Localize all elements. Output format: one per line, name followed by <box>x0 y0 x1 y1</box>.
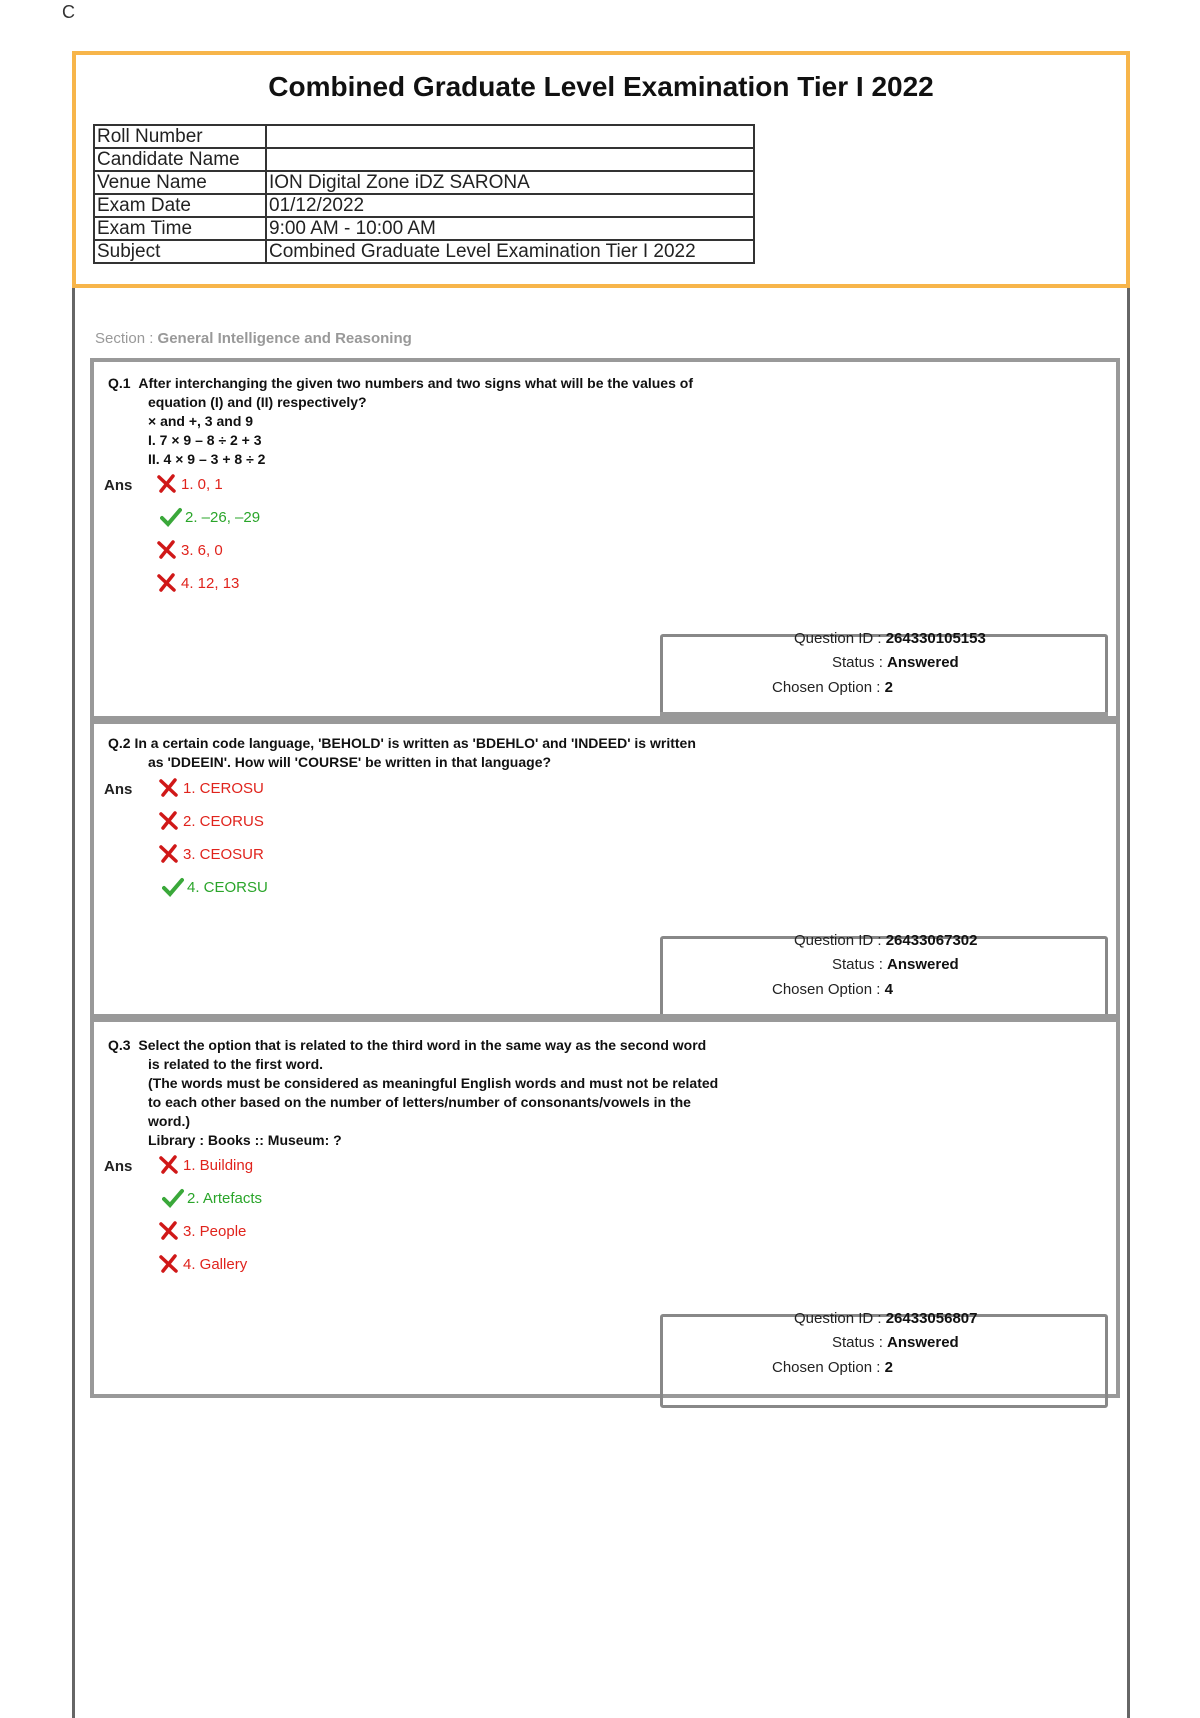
question-id-value: 26433067302 <box>885 932 978 949</box>
chosen-option-value: 2 <box>884 679 893 696</box>
status-value: Answered <box>887 1334 959 1351</box>
ans-label: Ans <box>104 477 133 494</box>
meta-divider <box>660 712 1108 720</box>
question-id-value: 26433056807 <box>885 1310 978 1327</box>
info-label: Roll Number <box>94 125 266 148</box>
option-4 <box>158 1254 247 1274</box>
question-line: word.) <box>148 1113 190 1129</box>
info-value <box>266 125 754 148</box>
meta-label: Chosen Option : <box>772 679 881 696</box>
info-label: Venue Name <box>94 171 266 194</box>
option-3 <box>158 844 264 864</box>
question-id <box>794 1310 977 1327</box>
meta-label: Status : <box>832 956 883 973</box>
question-line: Library : Books :: Museum: ? <box>148 1132 342 1148</box>
question-line: I. 7 × 9 – 8 ÷ 2 + 3 <box>148 432 262 448</box>
cross-icon <box>158 1221 180 1241</box>
ans-label: Ans <box>104 1158 133 1175</box>
option-label: 1. Building <box>183 1156 254 1174</box>
cross-icon <box>158 1155 180 1175</box>
info-row-exam-date <box>94 194 754 217</box>
cross-icon <box>158 1254 180 1274</box>
question-id-value: 264330105153 <box>885 630 986 647</box>
question-status <box>832 654 959 671</box>
option-label: 3. CEOSUR <box>183 845 264 863</box>
meta-label: Question ID : <box>794 1310 882 1327</box>
option-label: 1. 0, 1 <box>181 475 223 493</box>
info-value: 9:00 AM - 10:00 AM <box>266 217 754 240</box>
question-line: equation (I) and (II) respectively? <box>148 394 367 410</box>
question-text <box>108 374 693 469</box>
option-2 <box>158 811 264 831</box>
meta-label: Question ID : <box>794 932 882 949</box>
meta-label: Chosen Option : <box>772 981 881 998</box>
question-line: After interchanging the given two numbers and two signs what will be the values of <box>138 375 693 391</box>
info-value: 01/12/2022 <box>266 194 754 217</box>
chosen-option <box>772 679 893 696</box>
question-number: Q.1 <box>108 375 131 391</box>
question-line: In a certain code language, 'BEHOLD' is written as 'BDEHLO' and 'INDEED' is written <box>134 735 696 751</box>
chosen-option-value: 2 <box>884 1359 893 1376</box>
info-row-exam-time <box>94 217 754 240</box>
question-line: (The words must be considered as meaningful English words and must not be related <box>148 1075 719 1091</box>
info-row-venue-name <box>94 171 754 194</box>
meta-label: Status : <box>832 654 883 671</box>
option-label: 4. 12, 13 <box>181 574 240 592</box>
option-label: 3. People <box>183 1222 247 1240</box>
status-value: Answered <box>887 654 959 671</box>
section-label <box>95 330 412 347</box>
option-1 <box>158 1155 253 1175</box>
option-label: 4. Gallery <box>183 1255 248 1273</box>
check-icon <box>160 507 182 527</box>
exam-header <box>72 51 1130 288</box>
question-card-3 <box>90 1018 1120 1398</box>
status-value: Answered <box>887 956 959 973</box>
cross-icon <box>156 573 178 593</box>
candidate-info-table <box>93 124 755 264</box>
info-value: ION Digital Zone iDZ SARONA <box>266 171 754 194</box>
info-label: Candidate Name <box>94 148 266 171</box>
info-label: Exam Date <box>94 194 266 217</box>
cross-icon <box>156 474 178 494</box>
option-3 <box>158 1221 246 1241</box>
question-line: to each other based on the number of letters/number of consonants/vowels in the <box>148 1094 691 1110</box>
question-status <box>832 956 959 973</box>
option-3 <box>156 540 223 560</box>
meta-label: Question ID : <box>794 630 882 647</box>
option-4 <box>156 573 239 593</box>
question-text <box>108 1036 718 1150</box>
option-1 <box>158 778 264 798</box>
section-name: General Intelligence and Reasoning <box>157 330 412 347</box>
option-2 <box>160 507 260 527</box>
info-label: Exam Time <box>94 217 266 240</box>
chosen-option <box>772 981 893 998</box>
info-row-candidate-name <box>94 148 754 171</box>
cross-icon <box>158 811 180 831</box>
question-number: Q.2 <box>108 735 131 751</box>
chosen-option-value: 4 <box>884 981 893 998</box>
question-id <box>794 630 986 647</box>
question-card-2 <box>90 720 1120 1018</box>
question-id <box>794 932 977 949</box>
question-status <box>832 1334 959 1351</box>
question-line: × and +, 3 and 9 <box>148 413 254 429</box>
check-icon <box>162 1188 184 1208</box>
option-2 <box>162 1188 262 1208</box>
option-label: 1. CEROSU <box>183 779 264 797</box>
exam-title: Combined Graduate Level Examination Tier I 2022 <box>268 71 934 102</box>
meta-label: Chosen Option : <box>772 1359 881 1376</box>
chosen-option <box>772 1359 893 1376</box>
option-label: 2. Artefacts <box>187 1189 263 1207</box>
section-prefix: Section : <box>95 330 154 347</box>
question-number: Q.3 <box>108 1037 131 1053</box>
question-line: is related to the first word. <box>148 1056 324 1072</box>
question-text <box>108 734 696 772</box>
info-row-subject <box>94 240 754 263</box>
option-label: 4. CEORSU <box>187 878 268 896</box>
check-icon <box>162 877 184 897</box>
option-label: 2. –26, –29 <box>185 508 261 526</box>
option-1 <box>156 474 223 494</box>
info-value: Combined Graduate Level Examination Tier I 2022 <box>266 240 754 263</box>
cross-icon <box>156 540 178 560</box>
info-value <box>266 148 754 171</box>
question-line: as 'DDEEIN'. How will 'COURSE' be written in that language? <box>148 754 552 770</box>
question-line: II. 4 × 9 – 3 + 8 ÷ 2 <box>148 451 266 467</box>
ans-label: Ans <box>104 781 133 798</box>
question-line: Select the option that is related to the third word in the same way as the second word <box>138 1037 707 1053</box>
option-label: 2. CEORUS <box>183 812 264 830</box>
option-label: 3. 6, 0 <box>181 541 223 559</box>
option-4 <box>162 877 268 897</box>
info-row-roll-number <box>94 125 754 148</box>
corner-mark: C <box>62 2 75 22</box>
question-card-1 <box>90 358 1120 720</box>
meta-label: Status : <box>832 1334 883 1351</box>
cross-icon <box>158 778 180 798</box>
cross-icon <box>158 844 180 864</box>
info-label: Subject <box>94 240 266 263</box>
